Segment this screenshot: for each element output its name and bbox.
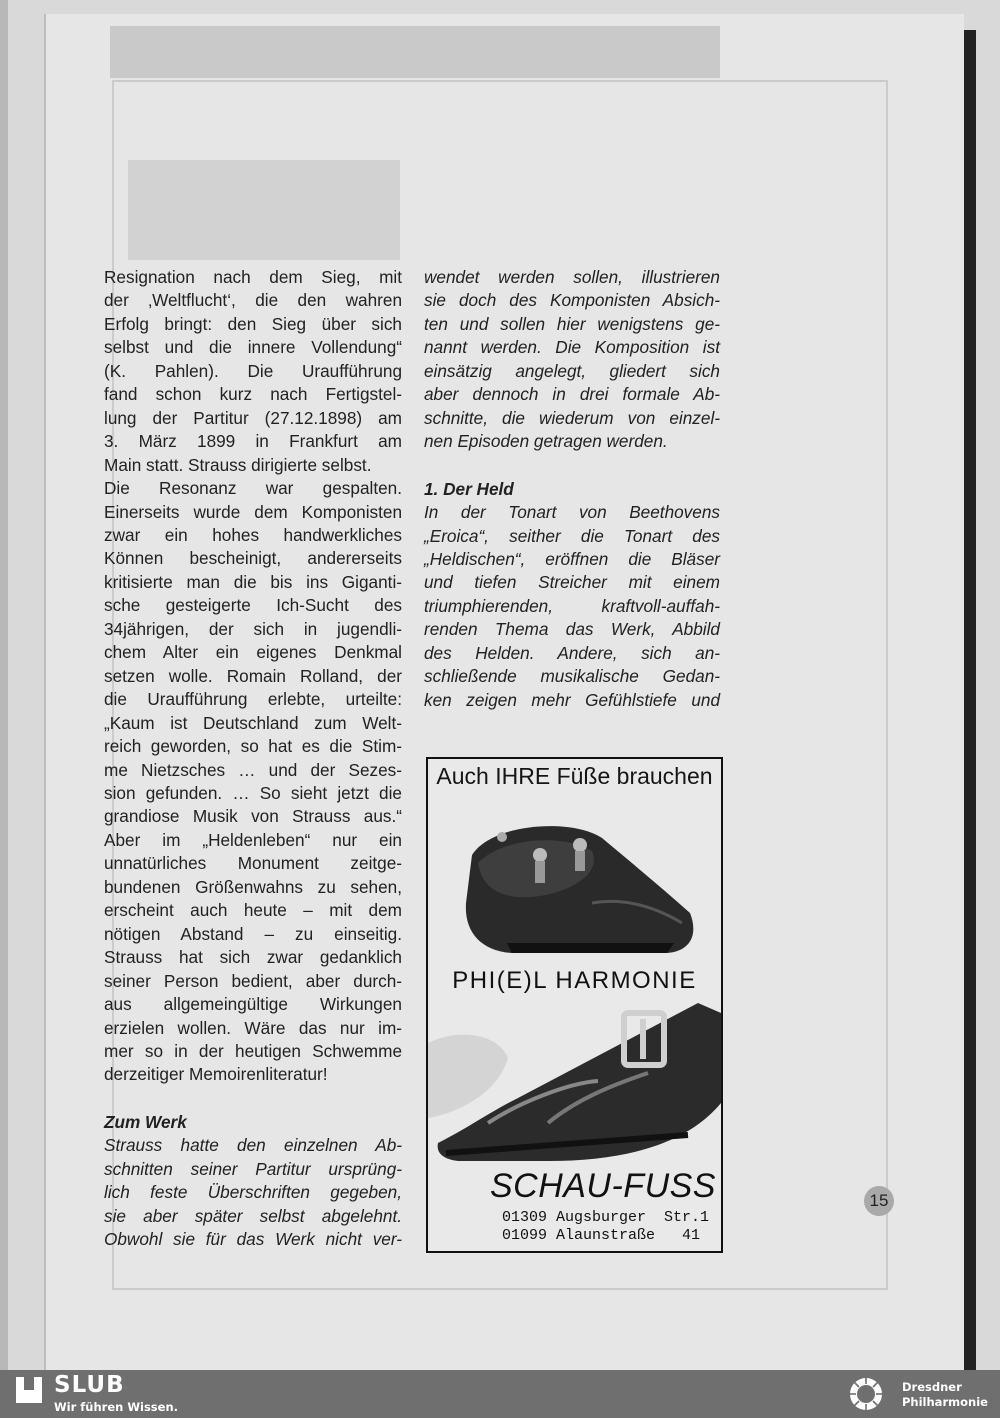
philharmonie-name-line-1: Dresdner (902, 1380, 962, 1394)
text-line: zwar ein hohes handwerkliches (104, 524, 402, 545)
text-line: Resignation nach dem Sieg, mit (104, 267, 402, 287)
text-line: triumphierenden, kraftvoll-auffah- (424, 595, 720, 616)
text-line: ten und sollen hier wenigstens ge- (424, 313, 720, 334)
text-line: unnatürliches Monument zeitge- (104, 853, 402, 874)
text-line: erzielen wollen. Wäre das nur im- (104, 1017, 402, 1038)
text-line: sion gefunden. … So sieht jetzt die (104, 782, 402, 803)
text-line: „Eroica“, seither die Tonart des (424, 525, 720, 546)
section-heading-zum-werk: Zum Werk (104, 1111, 187, 1132)
ad-slogan: PHI(E)L HARMONIE (452, 967, 697, 994)
childrens-shoe-image (452, 793, 702, 963)
ad-brand-name: SCHAU-FUSS (489, 1167, 716, 1205)
philharmonie-name-line-2: Philharmonie (902, 1395, 988, 1409)
text-line: erscheint auch heute – mit dem (104, 900, 402, 921)
text-line: sche gesteigerte Ich-Sucht des (104, 595, 402, 616)
text-line: grandiose Musik von Strauss aus.“ (104, 806, 402, 827)
sandal-image (428, 1003, 721, 1163)
ad-headline: Auch IHRE Füße brauchen (436, 763, 713, 789)
slub-name: SLUB (54, 1372, 125, 1398)
text-line: Main statt. Strauss dirigierte selbst. (104, 454, 372, 475)
text-line: renden Thema das Werk, Abbild (424, 619, 720, 640)
text-line: Die Resonanz war gespalten. (104, 478, 402, 499)
text-line: fand schon kurz nach Fertigstel- (104, 384, 402, 405)
text-line: 34jährigen, der sich in jugendli- (104, 618, 402, 639)
text-line: nötigen Abstand – zu einseitig. (104, 923, 402, 944)
text-line: bundenen Größenwahns zu sehen, (104, 876, 402, 897)
text-line: aus allgemeingültige Wirkungen (104, 994, 402, 1015)
right-body-text-2 (424, 501, 720, 712)
right-body-text (424, 266, 720, 454)
text-line: chem Alter ein eigenes Denkmal (104, 642, 402, 663)
text-line: sie aber später selbst abgelehnt. (104, 1205, 402, 1226)
bleed-through-photo (128, 160, 400, 260)
text-line: mer so in der heutigen Schwemme (104, 1040, 402, 1061)
text-line: schnitte, die wiederum von einzel- (424, 407, 720, 428)
text-line: Aber im „Heldenleben“ nur ein (104, 829, 402, 850)
text-line: me Nietzsches … und der Sezes- (104, 759, 402, 780)
bleed-through-header (110, 26, 720, 78)
text-line: ken zeigen mehr Gefühlstiefe und (424, 689, 720, 710)
text-line: Strauss hatte den einzelnen Ab- (104, 1135, 402, 1156)
text-line: lich feste Überschriften gegeben, (104, 1182, 402, 1203)
text-line: Können bescheinigt, andererseits (104, 548, 402, 569)
text-line: einsätzig angelegt, gliedert sich (424, 360, 720, 381)
text-line: reich geworden, so hat es die Stim- (104, 736, 402, 757)
text-line: kritisierte man die bis ins Giganti- (104, 571, 402, 592)
text-line: „Heldischen“, eröffnen die Bläser (424, 548, 720, 569)
left-italic-text (104, 1134, 402, 1251)
text-line: schnitten seiner Partitur ursprüng- (104, 1158, 402, 1179)
text-line: sie doch des Komponisten Absich- (424, 290, 720, 311)
text-line: setzen wolle. Romain Rolland, der (104, 665, 402, 686)
ad-address-augsburger: 01309 Augsburger Str.1 (502, 1209, 710, 1226)
text-line: die Uraufführung erlebte, urteilte: (104, 689, 402, 710)
slub-tagline: Wir führen Wissen. (54, 1400, 179, 1414)
text-line: nannt werden. Die Komposition ist (424, 337, 720, 358)
page-gutter (0, 0, 8, 1370)
text-line: aber dennoch in drei formale Ab- (424, 384, 720, 405)
text-line: (K. Pahlen). Die Uraufführung (104, 360, 402, 381)
left-text-column (104, 266, 402, 1252)
text-line: seiner Person bedient, aber durch- (104, 970, 402, 991)
page-right-edge (964, 30, 976, 1370)
text-line: Einerseits wurde dem Komponisten (104, 501, 402, 522)
text-line: lung der Partitur (27.12.1898) am (104, 407, 402, 428)
text-line: selbst und die innere Vollendung“ (104, 337, 402, 358)
text-line: Strauss hat sich zwar gedanklich (104, 947, 402, 968)
section-heading-der-held: 1. Der Held (424, 478, 514, 499)
right-text-column (424, 266, 720, 712)
text-line: der ‚Weltflucht‘, die den wahren (104, 290, 402, 311)
slub-logo-icon (16, 1377, 42, 1403)
philharmonie-logo-icon (842, 1372, 890, 1416)
text-line: „Kaum ist Deutschland zum Welt- (104, 712, 402, 733)
text-line: derzeitiger Memoirenliteratur! (104, 1064, 328, 1085)
text-line: Erfolg bringt: den Sieg über sich (104, 313, 402, 334)
left-body-text (104, 266, 402, 1087)
text-line: In der Tonart von Beethovens (424, 502, 720, 523)
text-line: 3. März 1899 in Frankfurt am (104, 431, 402, 452)
page-number: 15 (864, 1186, 894, 1216)
text-line: Obwohl sie für das Werk nicht ver- (104, 1229, 402, 1250)
text-line: schließende musikalische Gedan- (424, 666, 720, 687)
text-line: des Helden. Andere, sich an- (424, 642, 720, 663)
shoe-store-advertisement (426, 757, 723, 1253)
ad-address-alaunstrasse: 01099 Alaunstraße 41 (502, 1227, 701, 1244)
text-line: wendet werden sollen, illustrieren (424, 267, 720, 287)
text-line: und tiefen Streicher mit einem (424, 572, 720, 593)
text-line: nen Episoden getragen werden. (424, 431, 668, 452)
philharmonie-name (902, 1380, 988, 1410)
